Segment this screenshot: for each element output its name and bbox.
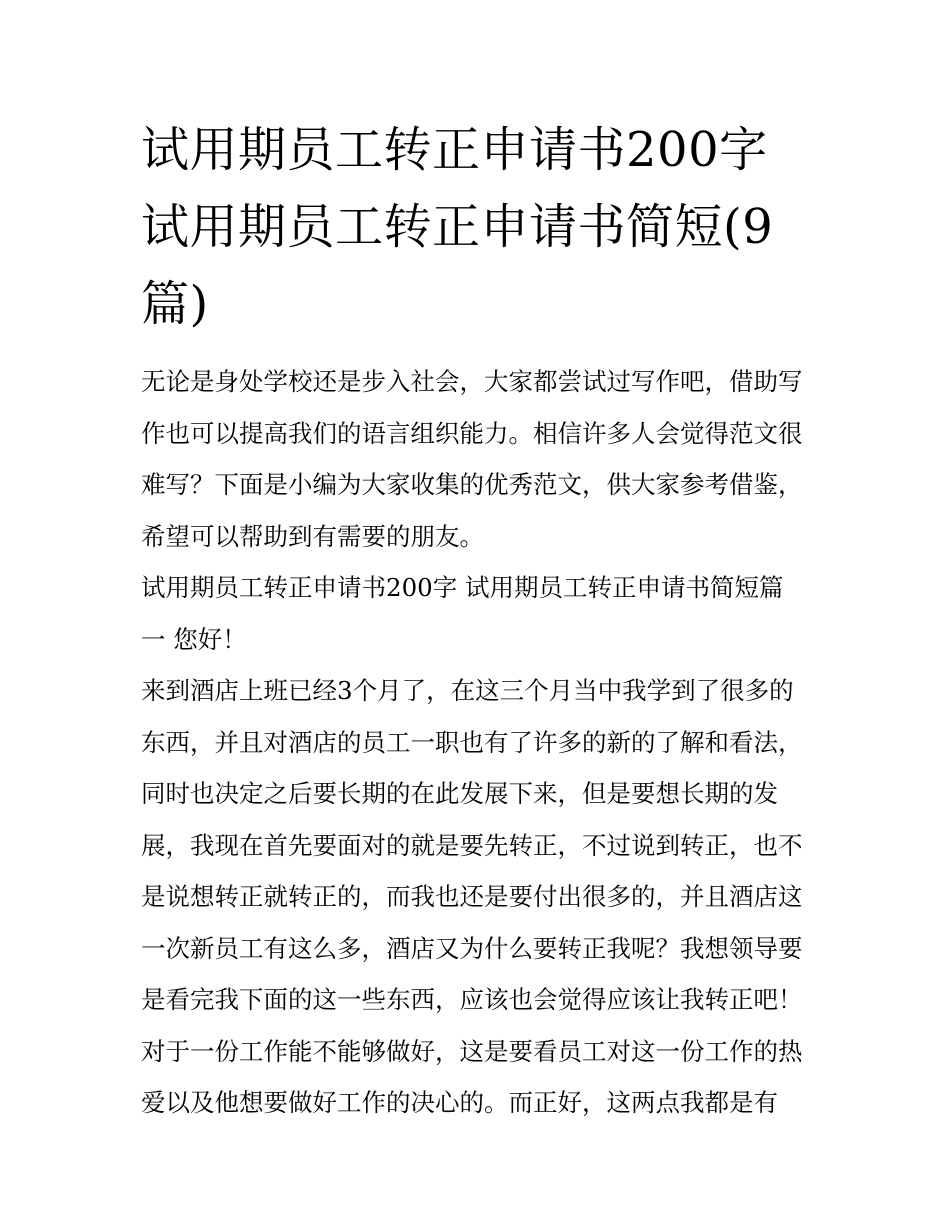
body-line-7: 来到酒店上班已经3个月了，在这三个月当中我学到了很多的 bbox=[141, 676, 794, 705]
body-line-11: 是说想转正就转正的，而我也还是要付出很多的，并且酒店这 bbox=[141, 882, 803, 911]
title-line-1: 试用期员工转正申请书200字 bbox=[141, 122, 768, 178]
body-line-1: 无论是身处学校还是步入社会，大家都尝试过写作吧，借助写 bbox=[141, 367, 803, 396]
body-line-8: 东西，并且对酒店的员工一职也有了许多的新的了解和看法， bbox=[141, 727, 803, 757]
body-line-14: 对于一份工作能不能够做好，这是要看员工对这一份工作的热 bbox=[141, 1036, 803, 1066]
body-line-13: 是看完我下面的这一些东西，应该也会觉得应该让我转正吧！ bbox=[141, 985, 803, 1014]
body-line-9: 同时也决定之后要长期的在此发展下来，但是要想长期的发 bbox=[141, 779, 778, 808]
body-line-4: 希望可以帮助到有需要的朋友。 bbox=[141, 521, 484, 551]
body-line-15: 爱以及他想要做好工作的决心的。而正好，这两点我都是有 bbox=[141, 1088, 778, 1117]
body-line-10: 展，我现在首先要面对的就是要先转正，不过说到转正，也不 bbox=[141, 830, 803, 860]
body-line-5: 试用期员工转正申请书200字 试用期员工转正申请书简短篇 bbox=[141, 573, 784, 602]
document-body bbox=[141, 356, 817, 1129]
title-line-3: 篇) bbox=[141, 276, 209, 332]
body-line-6: 一 您好！ bbox=[141, 624, 247, 654]
body-line-3: 难写？下面是小编为大家收集的优秀范文，供大家参考借鉴， bbox=[141, 470, 803, 499]
body-line-2: 作也可以提高我们的语言组织能力。相信许多人会觉得范文很 bbox=[141, 418, 803, 448]
title-line-2: 试用期员工转正申请书简短(9 bbox=[141, 199, 774, 255]
document-title bbox=[141, 112, 821, 343]
body-line-12: 一次新员工有这么多，酒店又为什么要转正我呢？我想领导要 bbox=[141, 933, 803, 963]
